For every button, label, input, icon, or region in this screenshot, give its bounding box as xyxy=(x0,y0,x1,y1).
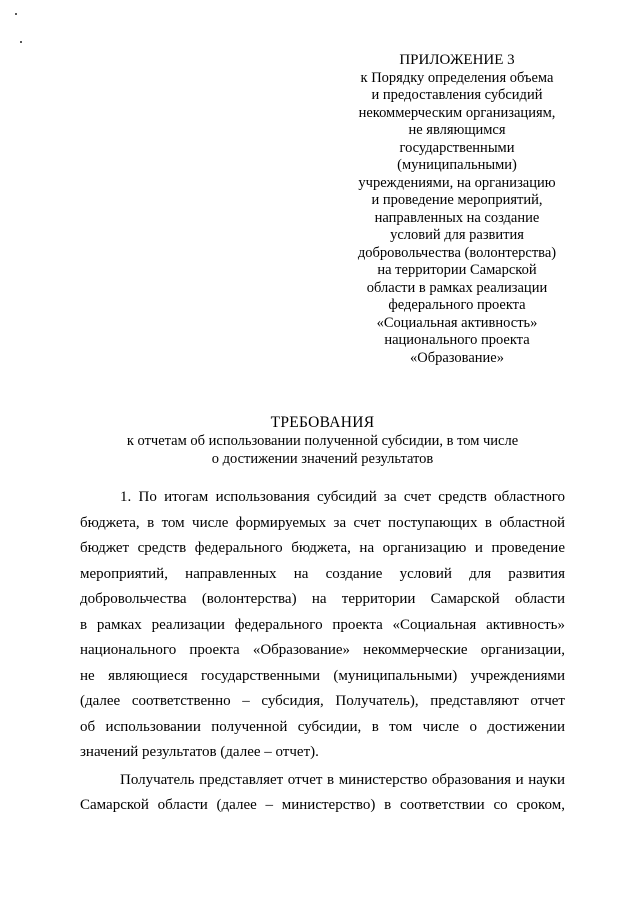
text-line: в рамках реализации федерального проекта «Социальная активность» xyxy=(80,616,565,633)
annex-line: федерального проекта xyxy=(388,297,526,313)
text-line: значений результатов (далее – отчет). xyxy=(80,744,319,760)
annex-line: к Порядку определения объема xyxy=(360,69,554,86)
requirements-title: ТРЕБОВАНИЯ xyxy=(270,414,375,431)
annex-line: государственными xyxy=(399,139,515,156)
text-line: национального проекта «Образование» некоммерческие организации, xyxy=(80,642,565,658)
text-line: Самарской области (далее – министерство) в соответствии со сроком, xyxy=(80,797,565,813)
annex-line: добровольчества (волонтерства) xyxy=(357,244,557,261)
text-line: бюджета, в том числе формируемых за счет поступающих в областной xyxy=(80,514,565,531)
text-line: об использовании полученной субсидии, в том числе о достижении xyxy=(80,718,565,735)
annex-title: ПРИЛОЖЕНИЕ 3 xyxy=(399,52,515,68)
text-line: не являющиеся государственными (муниципальными) учреждениями xyxy=(80,667,565,684)
requirements-subtitle-line: к отчетам об использовании полученной субсидии, в том числе xyxy=(126,433,519,449)
text-line: (далее соответственно – субсидия, Получатель), представляют отчет xyxy=(80,693,565,709)
annex-line: направленных на создание xyxy=(374,209,540,226)
annex-line: (муниципальными) xyxy=(397,157,517,173)
paragraph-1 xyxy=(80,485,565,766)
scan-speck xyxy=(20,41,22,43)
annex-line: учреждениями, на организацию xyxy=(358,174,556,191)
annex-line: национального проекта xyxy=(384,332,530,348)
annex-line: «Образование» xyxy=(410,349,504,366)
text-line: бюджет средств федерального бюджета, на организацию и проведение xyxy=(80,540,565,556)
annex-line: не являющимся xyxy=(408,122,506,138)
annex-block xyxy=(352,52,562,367)
annex-line: и проведение мероприятий, xyxy=(371,192,543,208)
annex-line: на территории Самарской xyxy=(377,262,537,278)
text-line: 1. По итогам использования субсидий за счет средств областного xyxy=(120,489,565,505)
body-text xyxy=(80,485,565,819)
scan-speck xyxy=(15,13,17,15)
annex-line: и предоставления субсидий xyxy=(371,87,543,103)
annex-line: «Социальная активность» xyxy=(376,314,538,331)
annex-line: некоммерческим организациям, xyxy=(358,104,556,121)
text-line: Получатель представляет отчет в министерство образования и науки xyxy=(120,771,565,788)
annex-line: области в рамках реализации xyxy=(366,279,548,296)
text-line: мероприятий, направленных на создание условий для развития xyxy=(80,565,565,582)
annex-line: условий для развития xyxy=(390,227,524,243)
requirements-heading xyxy=(80,414,565,468)
text-line: добровольчества (волонтерства) на территории Самарской области xyxy=(80,591,565,607)
paragraph-2 xyxy=(80,768,565,819)
requirements-subtitle-line: о достижении значений результатов xyxy=(211,451,434,467)
